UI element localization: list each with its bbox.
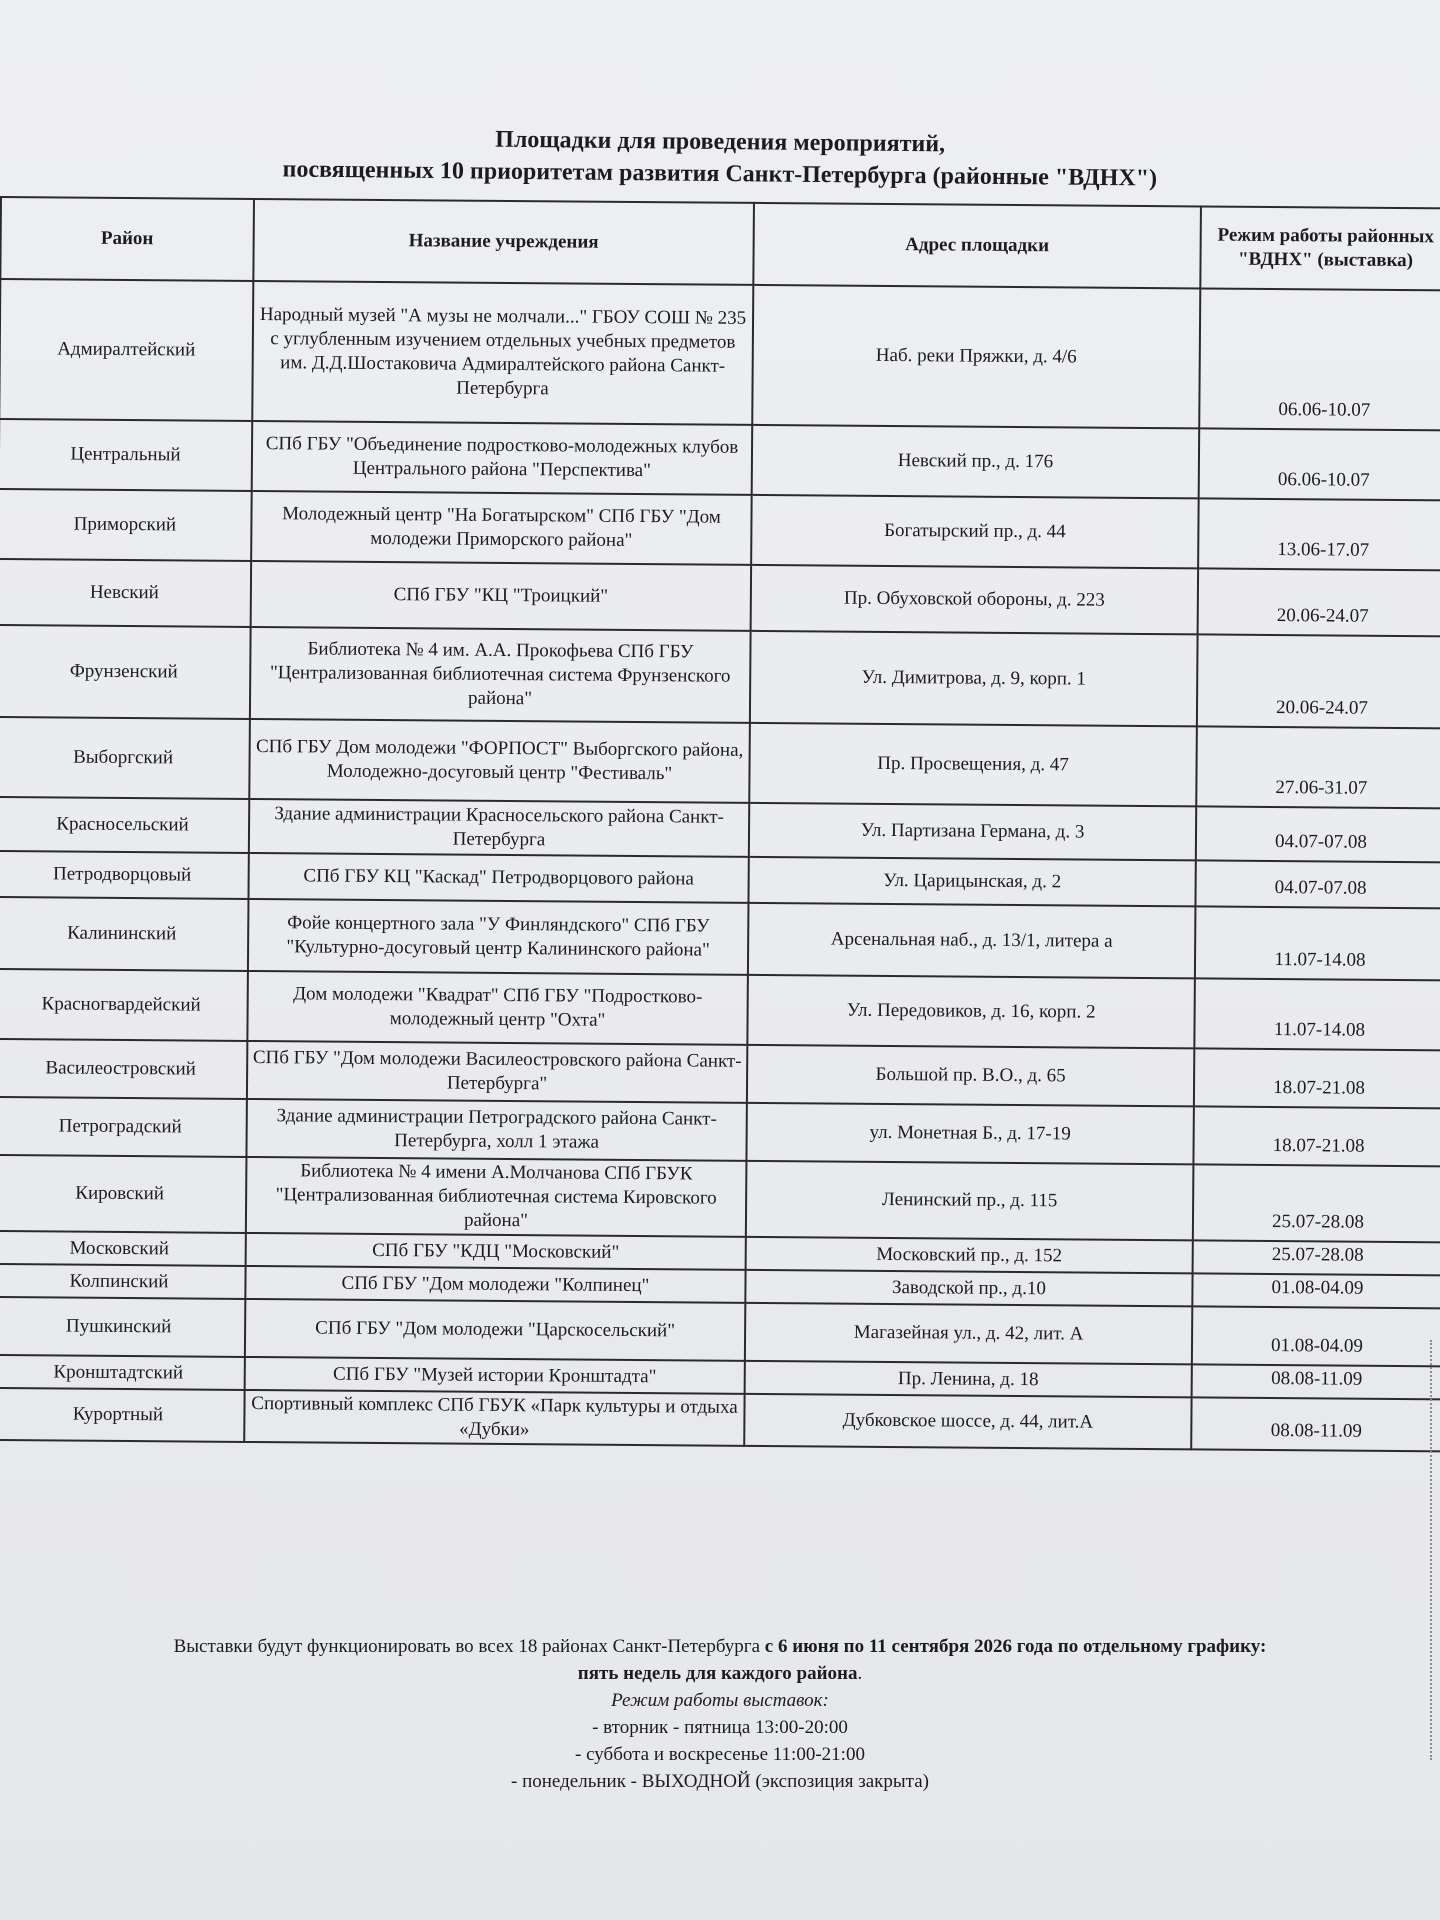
district-cell: Фрунзенский — [0, 625, 251, 719]
institution-cell: Здание администрации Красносельского района Санкт-Петербурга — [249, 799, 749, 857]
address-cell: Пр. Обуховской обороны, д. 223 — [751, 565, 1199, 635]
period-cell: 20.06-24.07 — [1197, 634, 1440, 728]
address-cell: Арсенальная наб., д. 13/1, литера а — [748, 903, 1196, 979]
table-row — [0, 897, 1440, 980]
district-cell: Курортный — [0, 1388, 245, 1442]
address-cell: Большой пр. В.О., д. 65 — [747, 1045, 1194, 1107]
table-header-row — [0, 197, 1440, 290]
period-cell: 11.07-14.08 — [1195, 906, 1440, 980]
district-cell: Калининский — [0, 897, 248, 971]
period-cell: 04.07-07.08 — [1195, 860, 1440, 908]
period-cell: 06.06-10.07 — [1199, 428, 1440, 500]
institution-cell: СПб ГБУ КЦ "Каскад" Петродворцового района — [248, 853, 748, 903]
footer-line-1 — [0, 1633, 1440, 1660]
period-cell: 18.07-21.08 — [1193, 1106, 1440, 1166]
district-cell: Кировский — [0, 1155, 246, 1233]
district-cell: Московский — [0, 1231, 246, 1266]
address-cell: Ул. Царицынская, д. 2 — [748, 857, 1195, 907]
district-cell: Адмиралтейский — [0, 279, 253, 421]
period-cell: 01.08-04.09 — [1192, 1306, 1440, 1366]
institution-cell: Спортивный комплекс СПб ГБУК «Парк культуры и отдыха «Дубки» — [244, 1390, 744, 1446]
address-cell: Московский пр., д. 152 — [746, 1237, 1193, 1274]
venues-table-wrapper — [0, 196, 1440, 1567]
institution-cell: СПб ГБУ "Объединение подростково-молодежных клубов Центрального района "Перспектива" — [252, 421, 753, 495]
institution-cell: СПб ГБУ "Дом молодежи "Колпинец" — [245, 1266, 745, 1303]
institution-cell: Здание администрации Петроградского района Санкт-Петербурга, холл 1 этажа — [246, 1099, 746, 1161]
title-line-1: Площадки для проведения мероприятий, — [495, 126, 946, 158]
address-cell: Пр. Ленина, д. 18 — [745, 1361, 1192, 1398]
edge-mark-decoration — [1424, 1340, 1432, 1760]
address-cell: Ленинский пр., д. 115 — [746, 1161, 1194, 1241]
table-row — [0, 489, 1440, 570]
address-cell: Ул. Димитрова, д. 9, корп. 1 — [750, 631, 1198, 727]
district-cell: Василеостровский — [0, 1039, 247, 1099]
district-cell: Петроградский — [0, 1097, 247, 1157]
schedule-monday: - понедельник - ВЫХОДНОЙ (экспозиция закрыта) — [511, 1771, 929, 1792]
address-cell: ул. Монетная Б., д. 17-19 — [746, 1103, 1193, 1165]
header-schedule: Режим работы районных "ВДНХ" (выставка) — [1200, 206, 1440, 290]
address-cell: Магазейная ул., д. 42, лит. А — [745, 1303, 1192, 1365]
address-cell: Ул. Передовиков, д. 16, корп. 2 — [747, 975, 1195, 1049]
footer-line-2-bold: пять недель для каждого района — [577, 1663, 858, 1684]
district-cell: Центральный — [0, 419, 252, 491]
table-row — [0, 625, 1440, 728]
footer-line-2-end: . — [857, 1663, 863, 1684]
schedule-weekend: - суббота и воскресенье 11:00-21:00 — [575, 1744, 865, 1765]
institution-cell: СПб ГБУ "КЦ "Троицкий" — [251, 561, 752, 631]
institution-cell: Библиотека № 4 имени А.Молчанова СПб ГБУК "Централизованная библиотечная система Кировского района" — [246, 1157, 747, 1237]
institution-cell: Молодежный центр "На Богатырском" СПб ГБУ "Дом молодежи Приморского района" — [251, 491, 752, 565]
institution-cell: СПб ГБУ "Дом молодежи Василеостровского района Санкт-Петербурга" — [247, 1041, 747, 1103]
table-row — [0, 969, 1440, 1050]
institution-cell: СПб ГБУ "КДЦ "Московский" — [246, 1233, 746, 1270]
exhibition-mode-title: Режим работы выставок: — [611, 1690, 829, 1711]
period-cell: 25.07-28.08 — [1193, 1164, 1440, 1242]
period-cell: 11.07-14.08 — [1194, 978, 1440, 1050]
address-cell: Пр. Просвещения, д. 47 — [749, 723, 1197, 807]
period-cell: 08.08-11.09 — [1191, 1397, 1440, 1451]
header-address: Адрес площадки — [753, 203, 1201, 289]
address-cell: Заводской пр., д.10 — [745, 1270, 1192, 1307]
address-cell: Наб. реки Пряжки, д. 4/6 — [752, 285, 1200, 429]
footer-line-1-bold: с 6 июня по 11 сентября 2026 года по отдельному графику: — [764, 1636, 1267, 1657]
address-cell: Ул. Партизана Германа, д. 3 — [749, 803, 1196, 861]
period-cell: 08.08-11.09 — [1192, 1364, 1440, 1399]
period-cell: 01.08-04.09 — [1192, 1273, 1440, 1308]
district-cell: Пушкинский — [0, 1297, 245, 1357]
institution-cell: Библиотека № 4 им. А.А. Прокофьева СПб ГБУ "Централизованная библиотечная система Фрунзенского района" — [250, 627, 751, 723]
table-body — [0, 279, 1440, 1451]
document-title — [0, 118, 1440, 197]
footer-notes — [0, 1633, 1440, 1795]
footer-line-1-regular: Выставки будут функционировать во всех 18 районах Санкт-Петербурга — [173, 1636, 765, 1657]
address-cell: Невский пр., д. 176 — [752, 425, 1200, 499]
table-row — [0, 1155, 1440, 1242]
period-cell: 20.06-24.07 — [1198, 568, 1440, 636]
title-line-2: посвященных 10 приоритетам развития Санкт-Петербурга (районные "ВДНХ") — [282, 156, 1158, 192]
district-cell: Красносельский — [0, 797, 249, 853]
table-row — [0, 419, 1440, 500]
table-row — [0, 717, 1440, 808]
header-district: Район — [0, 197, 254, 281]
institution-cell: СПб ГБУ Дом молодежи "ФОРПОСТ" Выборгского района, Молодежно-досуговый центр "Фестиваль" — [249, 719, 750, 803]
district-cell: Выборгский — [0, 717, 250, 799]
institution-cell: Народный музей "А музы не молчали..." ГБОУ СОШ № 235 с углубленным изучением отдельных учебных предметов им. Д.Д.Шостаковича Адмиралтейского района Санкт-Петербурга — [252, 281, 753, 425]
district-cell: Красногвардейский — [0, 969, 248, 1041]
institution-cell: Дом молодежи "Квадрат" СПб ГБУ "Подростково-молодежный центр "Охта" — [247, 971, 748, 1045]
district-cell: Приморский — [0, 489, 252, 561]
district-cell: Кронштадтский — [0, 1355, 245, 1390]
schedule-weekdays: - вторник - пятница 13:00-20:00 — [592, 1717, 848, 1738]
footer-line-2 — [0, 1660, 1440, 1687]
address-cell: Дубковское шоссе, д. 44, лит.А — [744, 1394, 1191, 1450]
district-cell: Невский — [0, 559, 251, 627]
table-row — [0, 559, 1440, 636]
period-cell: 18.07-21.08 — [1194, 1048, 1440, 1108]
district-cell: Петродворцовый — [0, 851, 249, 899]
period-cell: 25.07-28.08 — [1193, 1240, 1440, 1275]
period-cell: 27.06-31.07 — [1196, 726, 1440, 808]
district-cell: Колпинский — [0, 1264, 246, 1299]
period-cell: 04.07-07.08 — [1196, 806, 1440, 862]
period-cell: 06.06-10.07 — [1199, 288, 1440, 430]
header-institution: Название учреждения — [253, 199, 754, 285]
institution-cell: СПб ГБУ "Дом молодежи "Царскосельский" — [245, 1299, 745, 1361]
table-row — [0, 279, 1440, 430]
table-row — [0, 1388, 1440, 1451]
address-cell: Богатырский пр., д. 44 — [751, 495, 1199, 569]
venues-table — [0, 196, 1440, 1452]
period-cell: 13.06-17.07 — [1198, 498, 1440, 570]
institution-cell: Фойе концертного зала "У Финляндского" СПб ГБУ "Культурно-досуговый центр Калининского района" — [248, 899, 749, 975]
institution-cell: СПб ГБУ "Музей истории Кронштадта" — [245, 1357, 745, 1394]
